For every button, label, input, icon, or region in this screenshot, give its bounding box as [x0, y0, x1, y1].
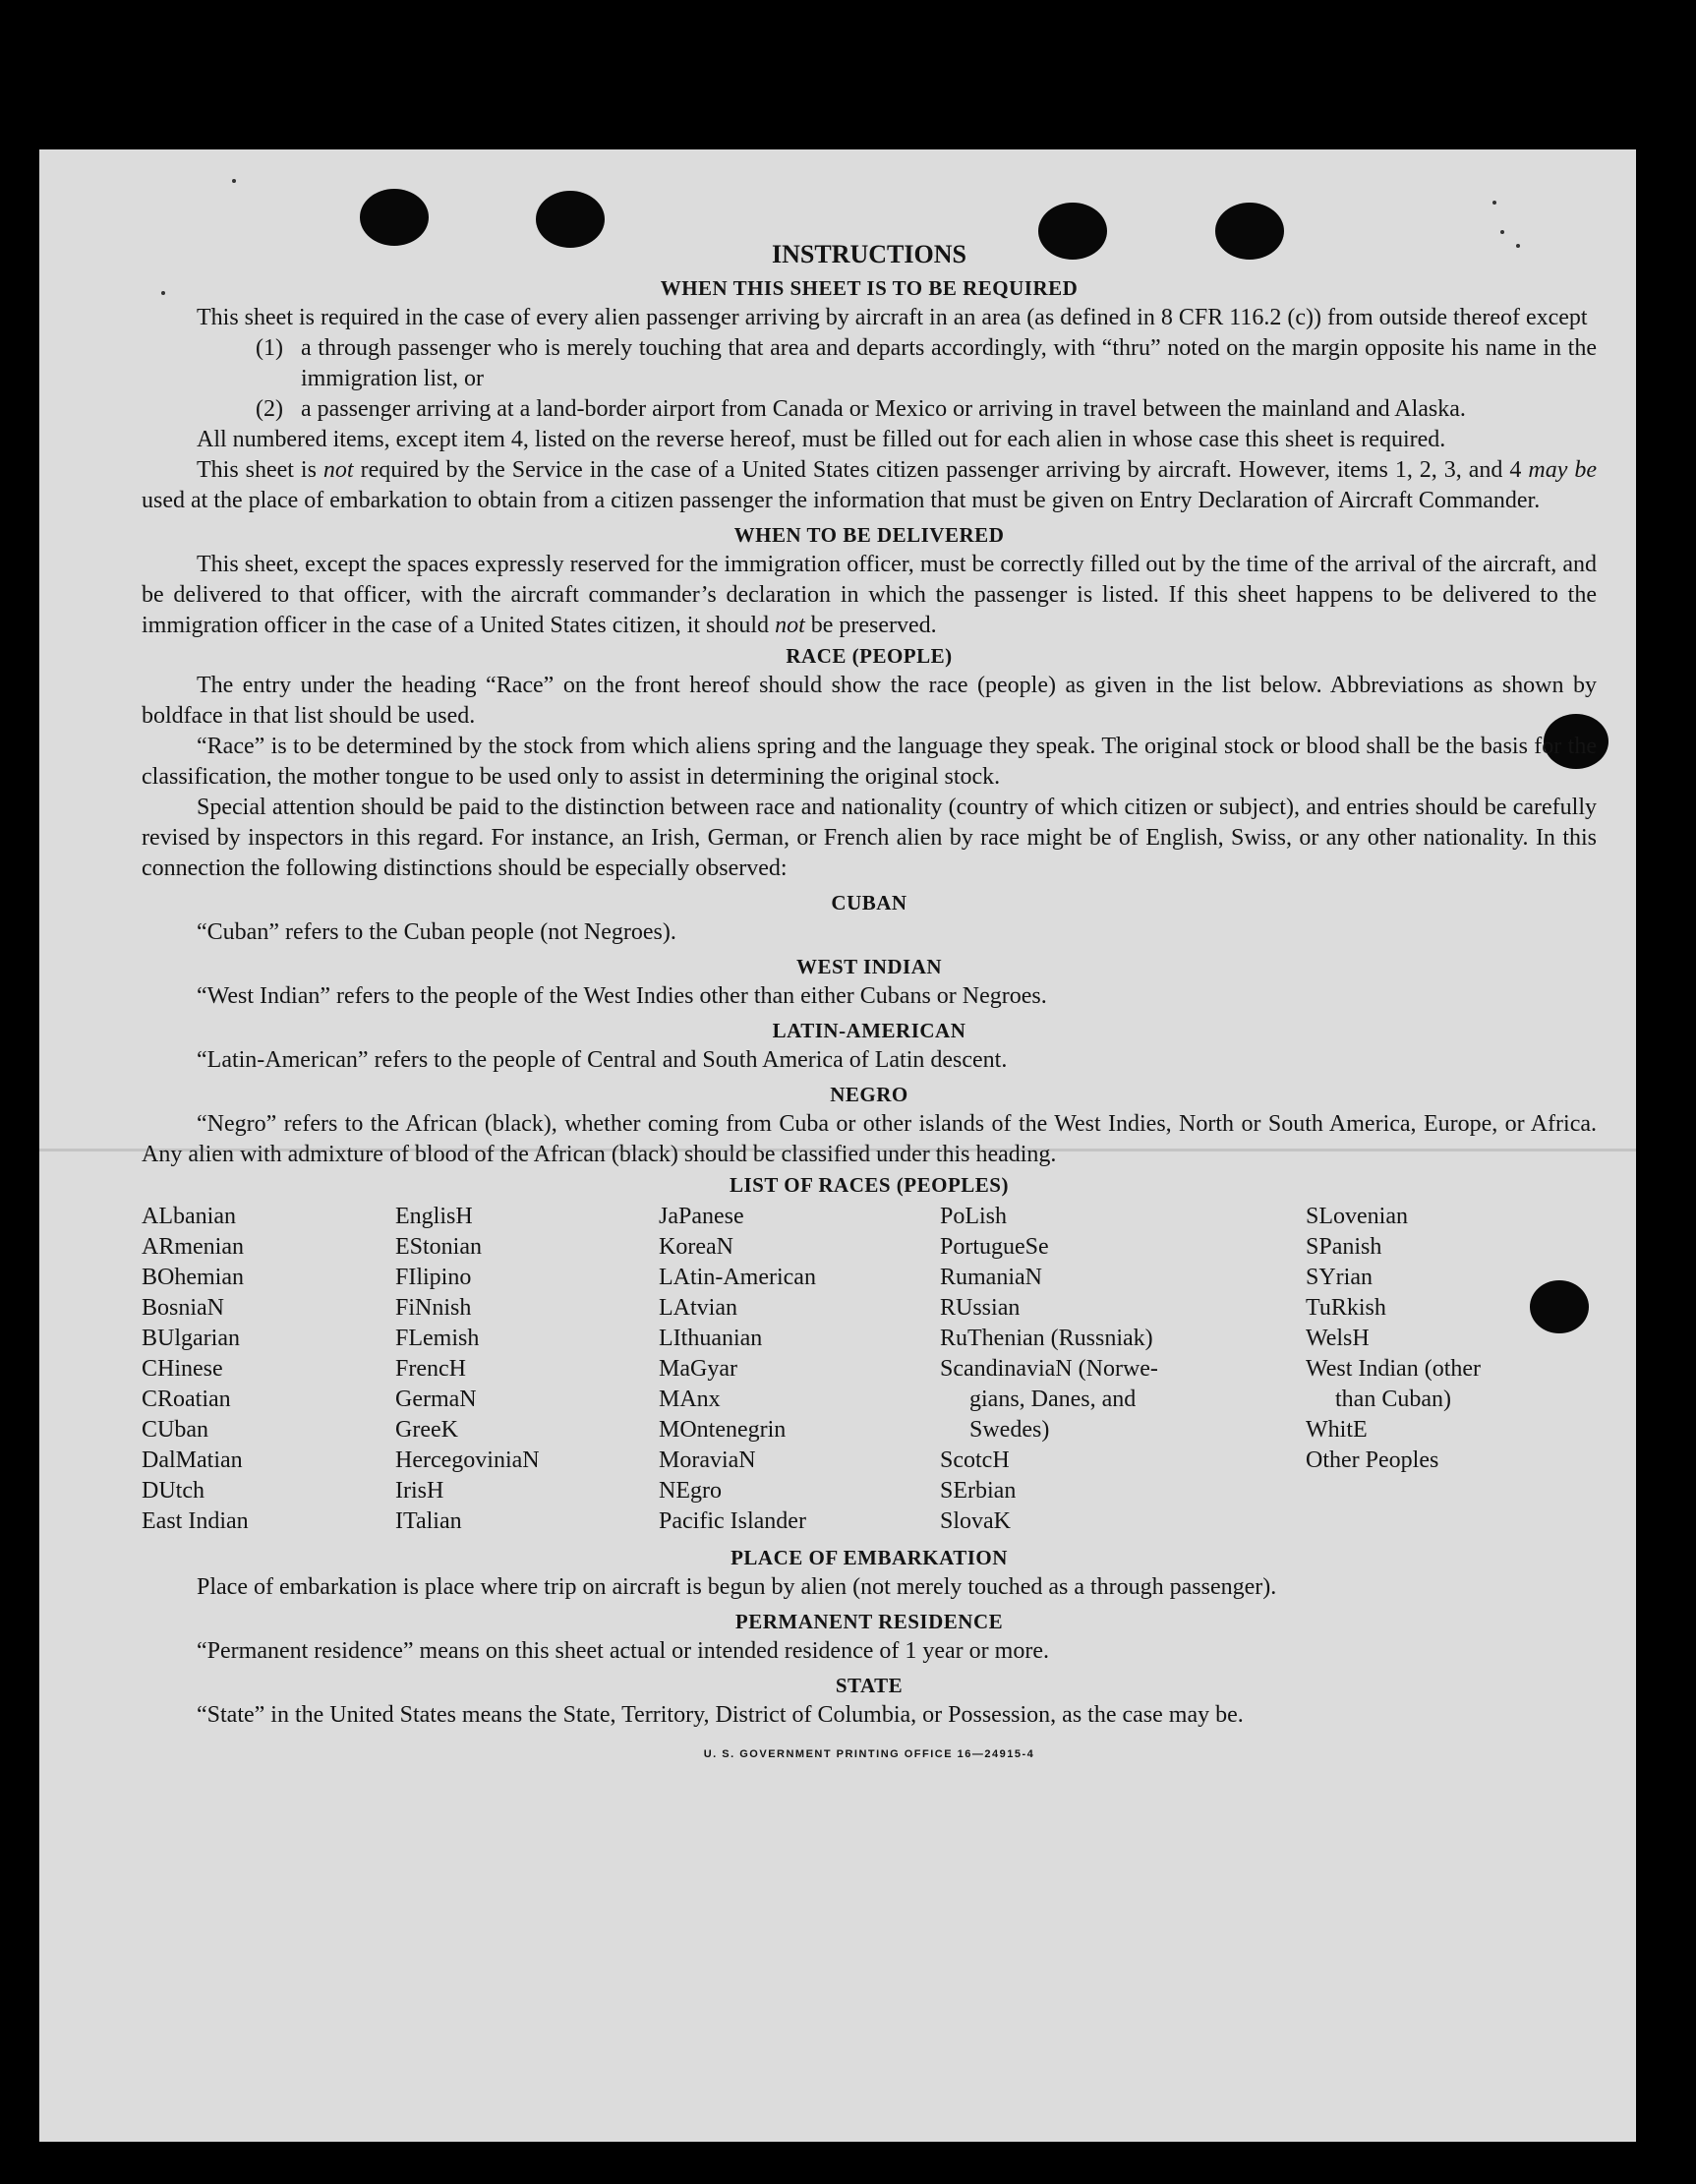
race-entry: MoraviaN — [659, 1447, 756, 1473]
race-entry: ARmenian — [142, 1234, 244, 1260]
race-entry: GreeK — [395, 1417, 458, 1443]
section-heading: STATE — [835, 1674, 904, 1697]
paragraph: “West Indian” refers to the people of the West Indies other than either Cubans or Negroes. — [197, 983, 1047, 1009]
numbered-item: (2) a passenger arriving at a land-border airport from Canada or Mexico or arriving in travel between the mainland and Alaska. — [256, 396, 1466, 422]
race-column — [940, 1202, 1306, 1537]
race-entry: PortugueSe — [940, 1234, 1049, 1260]
section-heading: PLACE OF EMBARKATION — [731, 1546, 1008, 1569]
race-entry: CUban — [142, 1417, 208, 1443]
race-entry: NEgro — [659, 1478, 722, 1504]
race-entry: ITalian — [395, 1508, 462, 1534]
section-heading: WHEN TO BE DELIVERED — [733, 523, 1005, 547]
section-heading: NEGRO — [830, 1083, 908, 1106]
document-sheet — [39, 149, 1636, 2142]
race-entry: HercegoviniaN — [395, 1447, 540, 1473]
race-entry: RuThenian (Russniak) — [940, 1326, 1153, 1351]
paragraph: “Negro” refers to the African (black), whether coming from Cuba or other islands of the West Indies, North or South America, Europe, or Africa. Any alien with admixture of blood of the African (black) should be classified under this heading. — [142, 1111, 1597, 1167]
paragraph: “Latin-American” refers to the people of Central and South America of Latin descent. — [197, 1047, 1008, 1073]
section-heading: WHEN THIS SHEET IS TO BE REQUIRED — [660, 276, 1079, 300]
race-list — [142, 1202, 1597, 1537]
numbered-item: (1) a through passenger who is merely touching that area and departs accordingly, with “thru” noted on the margin opposite his name in the immigration list, or — [256, 335, 1597, 391]
race-entry: ScandinaviaN (Norwe- — [940, 1356, 1158, 1382]
race-entry: Swedes) — [969, 1417, 1050, 1443]
race-entry: MAnx — [659, 1387, 721, 1412]
race-entry: KoreaN — [659, 1234, 733, 1260]
race-entry: MaGyar — [659, 1356, 737, 1382]
race-entry: Other Peoples — [1306, 1447, 1439, 1473]
race-entry: DalMatian — [142, 1447, 243, 1473]
section-heading: PERMANENT RESIDENCE — [734, 1610, 1004, 1633]
race-entry: BUlgarian — [142, 1326, 240, 1351]
race-entry: FrencH — [395, 1356, 466, 1382]
race-entry: than Cuban) — [1335, 1387, 1451, 1412]
race-entry: MOntenegrin — [659, 1417, 787, 1443]
race-column — [659, 1202, 940, 1537]
race-entry: BOhemian — [142, 1265, 244, 1290]
race-entry: EnglisH — [395, 1204, 473, 1229]
race-entry: ALbanian — [142, 1204, 236, 1229]
race-entry: DUtch — [142, 1478, 205, 1504]
paragraph: “State” in the United States means the State, Territory, District of Columbia, or Possession, as the case may be. — [197, 1702, 1244, 1728]
race-entry: East Indian — [142, 1508, 249, 1534]
race-entry: ScotcH — [940, 1447, 1010, 1473]
race-entry: LAtin-American — [659, 1265, 816, 1290]
race-entry: TuRkish — [1306, 1295, 1386, 1321]
paragraph: “Permanent residence” means on this sheet actual or intended residence of 1 year or more. — [197, 1638, 1049, 1664]
race-entry: FLemish — [395, 1326, 480, 1351]
race-entry: LAtvian — [659, 1295, 737, 1321]
printer-imprint: U. S. GOVERNMENT PRINTING OFFICE 16—24915-4 — [703, 1748, 1035, 1760]
paragraph: This sheet is required in the case of every alien passenger arriving by aircraft in an area (as defined in 8 CFR 116.2 (c)) from outside thereof except — [197, 305, 1588, 330]
race-entry: SLovenian — [1306, 1204, 1408, 1229]
race-entry: CRoatian — [142, 1387, 231, 1412]
paragraph: Place of embarkation is place where trip on aircraft is begun by alien (not merely touched as a through passenger). — [197, 1574, 1277, 1600]
race-column — [1306, 1202, 1591, 1537]
race-entry: CHinese — [142, 1356, 223, 1382]
race-entry: Pacific Islander — [659, 1508, 806, 1534]
paragraph: The entry under the heading “Race” on the front hereof should show the race (people) as given in the list below. Abbreviations as shown by boldface in that list should be used. — [142, 673, 1597, 729]
race-entry: WhitE — [1306, 1417, 1368, 1443]
race-entry: GermaN — [395, 1387, 477, 1412]
race-entry: FiNnish — [395, 1295, 472, 1321]
section-heading: LATIN-AMERICAN — [772, 1019, 966, 1042]
race-entry: RumaniaN — [940, 1265, 1042, 1290]
paragraph: Special attention should be paid to the distinction between race and nationality (country of which citizen or subject), and entries should be carefully revised by inspectors in this regard. For instance, an Irish, German, or French alien by race might be of English, Swiss, or any other nationality. In this connection the following distinctions should be especially observed: — [142, 795, 1597, 881]
page-title: INSTRUCTIONS — [772, 240, 966, 268]
race-entry: WelsH — [1306, 1326, 1370, 1351]
paragraph: This sheet, except the spaces expressly reserved for the immigration officer, must be correctly filled out by the time of the arrival of the aircraft, and be delivered to that officer, with the aircraft commander’s declaration in which the passenger is listed. If this sheet happens to be delivered to the immigration officer in the case of a United States citizen, it should not be preserved. — [142, 552, 1597, 638]
paragraph: All numbered items, except item 4, listed on the reverse hereof, must be filled out for each alien in whose case this sheet is required. — [197, 427, 1446, 452]
paragraph: “Cuban” refers to the Cuban people (not Negroes). — [197, 919, 676, 945]
race-column — [395, 1202, 659, 1537]
race-entry: RUssian — [940, 1295, 1021, 1321]
race-column — [142, 1202, 395, 1537]
race-entry: SErbian — [940, 1478, 1017, 1504]
race-entry: EStonian — [395, 1234, 482, 1260]
section-heading: WEST INDIAN — [795, 955, 943, 978]
section-heading: RACE (PEOPLE) — [786, 644, 953, 668]
race-entry: IrisH — [395, 1478, 444, 1504]
race-entry: gians, Danes, and — [969, 1387, 1137, 1412]
race-entry: BosniaN — [142, 1295, 224, 1321]
race-entry: SlovaK — [940, 1508, 1011, 1534]
race-entry: SYrian — [1306, 1265, 1373, 1290]
section-heading: LIST OF RACES (PEOPLES) — [730, 1173, 1009, 1197]
race-entry: LIthuanian — [659, 1326, 763, 1351]
race-entry: PoLish — [940, 1204, 1008, 1229]
paragraph: “Race” is to be determined by the stock from which aliens spring and the language they speak. The original stock or blood shall be the basis for the classification, the mother tongue to be used only to assist in determining the original stock. — [142, 734, 1597, 790]
instructions-content — [142, 238, 1597, 1760]
paragraph: This sheet is not required by the Service in the case of a United States citizen passenger arriving by aircraft. However, items 1, 2, 3, and 4 may be used at the place of embarkation to obtain from a citizen passenger the information that must be given on Entry Declaration of Aircraft Commander. — [142, 457, 1597, 513]
race-entry: West Indian (other — [1306, 1356, 1482, 1382]
section-heading: CUBAN — [831, 891, 907, 915]
race-entry: JaPanese — [659, 1204, 744, 1229]
race-entry: FIlipino — [395, 1265, 472, 1290]
race-entry: SPanish — [1306, 1234, 1382, 1260]
